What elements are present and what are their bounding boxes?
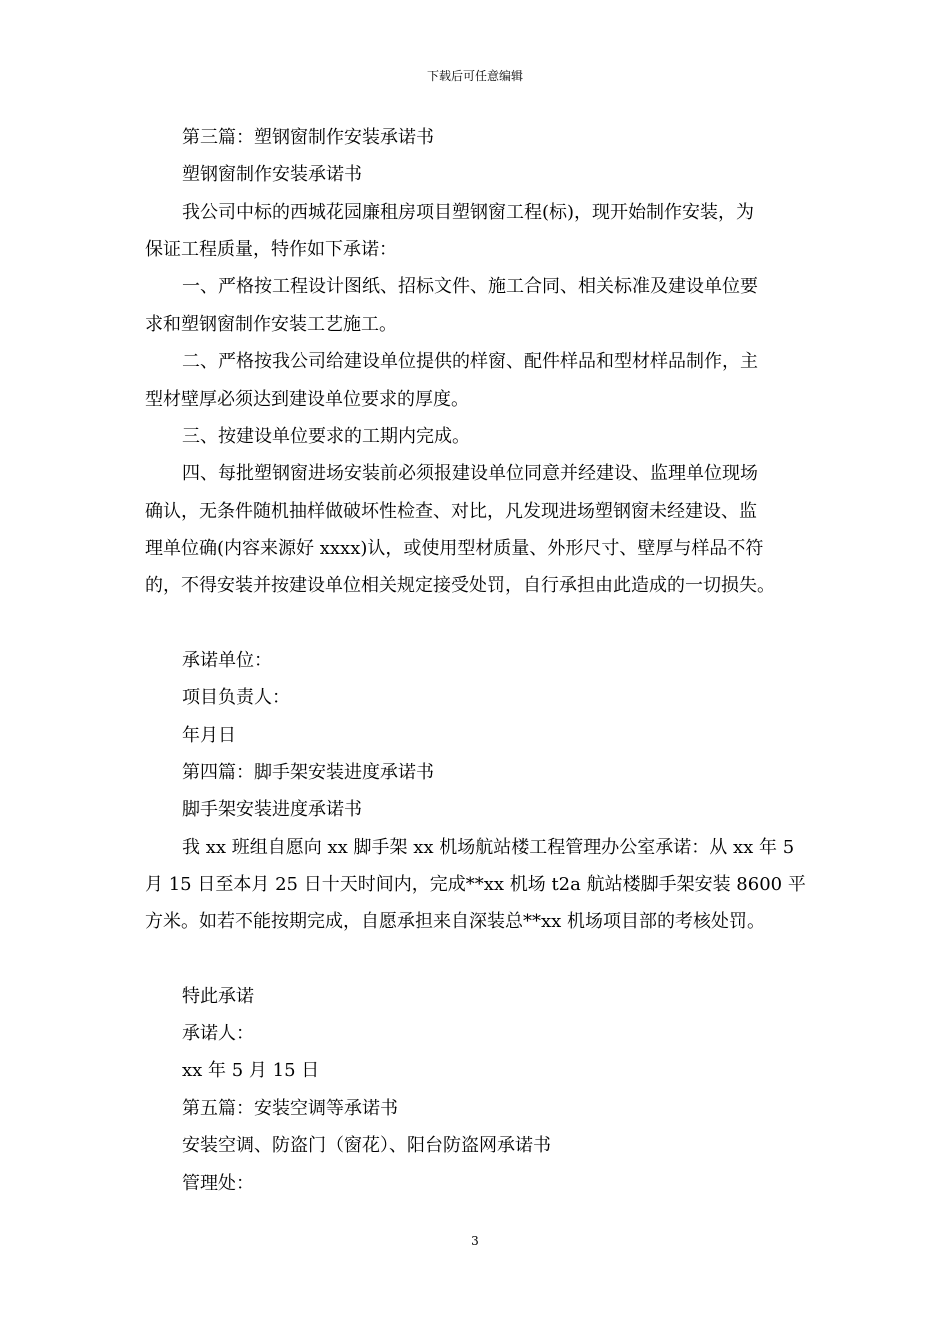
page-header: 下载后可任意编辑 (426, 69, 523, 83)
paragraph-line: 方米。如若不能按期完成，自愿承担来自深装总**xx 机场项目部的考核处罚。 (145, 911, 766, 932)
signature-unit: 承诺单位： (182, 650, 272, 671)
paragraph-line: 四、每批塑钢窗进场安装前必须报建设单位同意并经建设、监理单位现场 (182, 463, 758, 484)
signature-promisor: 承诺人： (182, 1023, 254, 1044)
paragraph-line: 理单位确(内容来源好 xxxx)认，或使用型材质量、外形尺寸、壁厚与样品不符 (145, 538, 764, 559)
page-number: 3 (471, 1234, 479, 1248)
paragraph-line: 二、严格按我公司给建设单位提供的样窗、配件样品和型材样品制作，主 (182, 351, 758, 372)
paragraph-line: 我公司中标的西城花园廉租房项目塑钢窗工程(标)，现开始制作安装，为 (182, 202, 755, 223)
addressee-line: 管理处： (182, 1173, 254, 1194)
section-heading-5: 第五篇：安装空调等承诺书 (182, 1098, 398, 1119)
document-title-5: 安装空调、防盗门（窗花）、阳台防盗网承诺书 (182, 1135, 551, 1156)
paragraph-line: 我 xx 班组自愿向 xx 脚手架 xx 机场航站楼工程管理办公室承诺：从 xx 年 5 (182, 837, 795, 858)
paragraph-line: 的，不得安装并按建设单位相关规定接受处罚，自行承担由此造成的一切损失。 (145, 575, 775, 596)
paragraph-line: 保证工程质量，特作如下承诺： (145, 239, 397, 260)
paragraph-line: 型材壁厚必须达到建设单位要求的厚度。 (145, 389, 469, 410)
section-heading-3: 第三篇：塑钢窗制作安装承诺书 (182, 127, 434, 148)
paragraph-line: 求和塑钢窗制作安装工艺施工。 (145, 314, 397, 335)
paragraph-line: 一、严格按工程设计图纸、招标文件、施工合同、相关标准及建设单位要 (182, 276, 758, 297)
paragraph-line: 确认，无条件随机抽样做破坏性检查、对比，凡发现进场塑钢窗未经建设、监 (145, 501, 757, 522)
paragraph-line: 月 15 日至本月 25 日十天时间内，完成**xx 机场 t2a 航站楼脚手架安装 8600 平 (145, 874, 806, 895)
section-heading-4: 第四篇：脚手架安装进度承诺书 (182, 762, 434, 783)
paragraph-line: 三、按建设单位要求的工期内完成。 (182, 426, 470, 447)
closing-statement: 特此承诺 (182, 986, 254, 1007)
signature-date: xx 年 5 月 15 日 (182, 1060, 320, 1081)
document-title-4: 脚手架安装进度承诺书 (182, 799, 362, 820)
document-title-3: 塑钢窗制作安装承诺书 (182, 164, 362, 185)
signature-manager: 项目负责人： (182, 687, 290, 708)
signature-date: 年月日 (182, 725, 236, 746)
